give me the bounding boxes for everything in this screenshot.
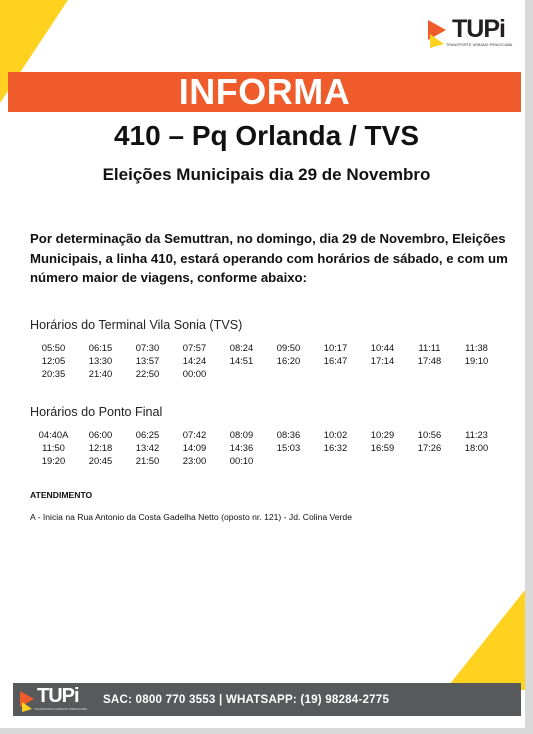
schedule-time: 11:11 — [418, 342, 441, 353]
yellow-corner-decoration-bottom — [445, 590, 525, 690]
schedule-time: 08:24 — [229, 342, 254, 353]
schedule-time: 12:05 — [41, 355, 66, 366]
informa-banner — [8, 72, 521, 112]
schedule-time: 18:00 — [464, 442, 489, 453]
schedule-grid-ponto-final — [30, 428, 500, 467]
schedule-time: 12:18 — [88, 442, 113, 453]
schedule-time: 14:51 — [229, 355, 254, 366]
notice-paragraph: Por determinação da Semuttran, no domingo, dia 29 de Novembro, Eleições Municipais, a linha 410, estará operando com horários de sábado, e com um número maior de viagens, conforme abaixo: — [30, 231, 508, 286]
schedule-time: 14:36 — [229, 442, 254, 453]
footer-contact: SAC: 0800 770 3553 | WHATSAPP: (19) 98284-2775 — [103, 693, 390, 706]
schedule-time: 19:20 — [41, 455, 66, 466]
atendimento-note: A - Inicia na Rua Antonio da Costa Gadelha Netto (oposto nr. 121) - Jd. Colina Verde — [30, 512, 352, 522]
schedule-time: 10:56 — [417, 429, 442, 440]
footer-logo — [19, 685, 97, 715]
schedule-time: 07:42 — [182, 429, 207, 440]
schedule-time: 16:47 — [323, 355, 348, 366]
schedule-time: 20:35 — [41, 368, 66, 379]
schedule-time: 16:32 — [323, 442, 348, 453]
schedule-time: 10:29 — [370, 429, 395, 440]
schedule-time: 16:59 — [370, 442, 395, 453]
schedule-time: 13:30 — [88, 355, 113, 366]
schedule-time: 13:57 — [135, 355, 160, 366]
schedule-time: 19:10 — [464, 355, 489, 366]
atendimento-heading: ATENDIMENTO — [30, 490, 93, 500]
schedule-time: 11:23 — [465, 429, 488, 440]
schedule-time: 10:44 — [370, 342, 395, 353]
schedule-time: 06:25 — [135, 429, 160, 440]
schedule-time: 13:42 — [135, 442, 160, 453]
schedule-time: 15:03 — [276, 442, 301, 453]
tupi-logo — [426, 12, 521, 60]
logo-wordmark: TUPi — [452, 15, 505, 43]
schedule-time: 05:50 — [41, 342, 66, 353]
page-edge-bottom — [0, 728, 533, 734]
schedule-time: 20:45 — [88, 455, 113, 466]
footer-logo-wordmark: TUPi — [37, 685, 79, 707]
schedule-time: 14:09 — [182, 442, 207, 453]
election-subtitle: Eleições Municipais dia 29 de Novembro — [102, 165, 431, 184]
schedule-time: 08:09 — [229, 429, 254, 440]
schedule-time: 07:30 — [135, 342, 160, 353]
schedule-time: 09:50 — [276, 342, 301, 353]
schedule-time: 22:50 — [135, 368, 160, 379]
schedule-time: 11:38 — [465, 342, 488, 353]
route-title: 410 – Pq Orlanda / TVS — [113, 120, 419, 151]
schedule-time: 00:10 — [229, 455, 254, 466]
schedule-time: 04:40A — [38, 429, 69, 440]
schedule-time: 00:00 — [182, 368, 207, 379]
schedule-time: 16:20 — [276, 355, 301, 366]
schedule-time: 21:50 — [135, 455, 160, 466]
schedule-time: 14:24 — [182, 355, 207, 366]
schedule-heading-terminal: Horários do Terminal Vila Sonia (TVS) — [30, 318, 243, 332]
schedule-time: 17:26 — [417, 442, 442, 453]
banner-title: INFORMA — [178, 71, 351, 112]
schedule-time: 17:48 — [417, 355, 442, 366]
schedule-time: 17:14 — [370, 355, 395, 366]
schedule-time: 08:36 — [276, 429, 301, 440]
schedule-time: 21:40 — [88, 368, 113, 379]
schedule-time: 23:00 — [182, 455, 207, 466]
schedule-time: 06:15 — [88, 342, 113, 353]
schedule-time: 11:50 — [42, 442, 65, 453]
schedule-time: 07:57 — [182, 342, 207, 353]
footer-logo-tagline: TRANSPORTE URBANO PIRACICABA — [34, 707, 88, 711]
schedule-heading-ponto-final: Horários do Ponto Final — [30, 405, 163, 419]
schedule-time: 10:02 — [323, 429, 348, 440]
schedule-time: 06:00 — [88, 429, 113, 440]
footer-bar — [13, 683, 521, 716]
page-edge-right — [525, 0, 533, 734]
schedule-time: 10:17 — [323, 342, 348, 353]
schedule-grid-terminal — [30, 341, 500, 380]
logo-tagline: TRANSPORTE URBANO PIRACICABA — [446, 43, 513, 47]
